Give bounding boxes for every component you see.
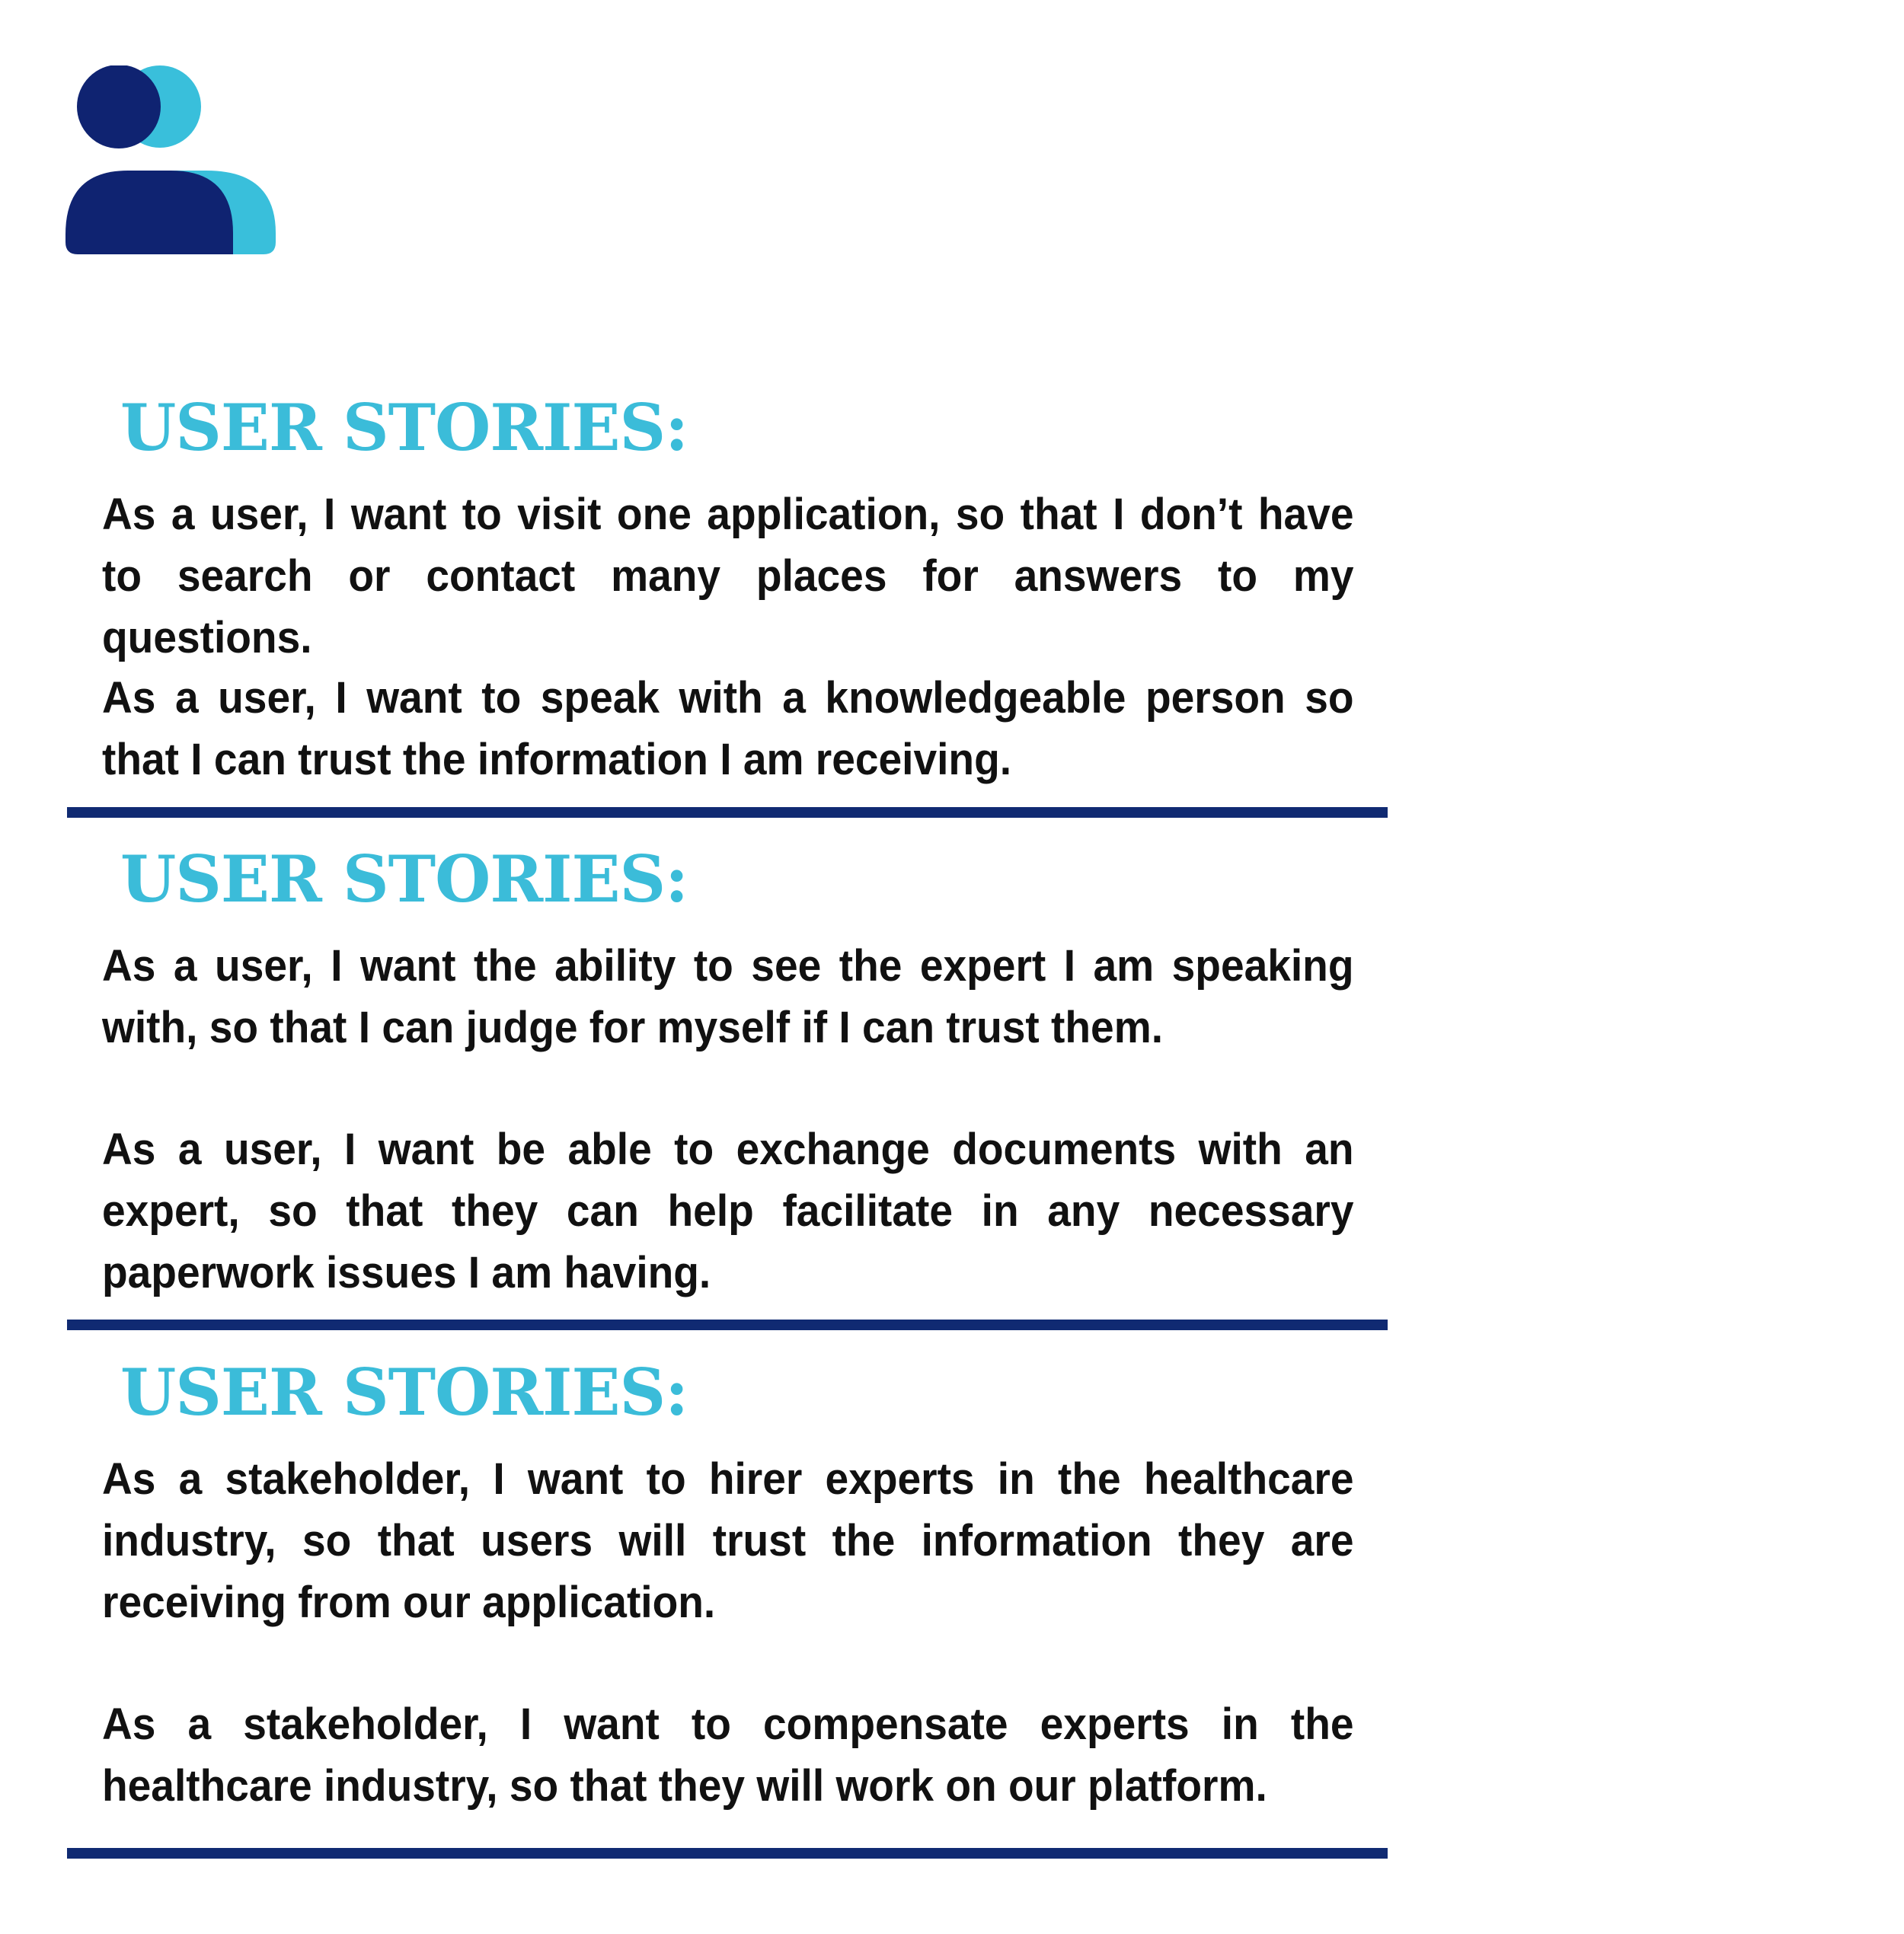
user-story: As a user, I want be able to exchange documents with an expert, so that they can help facilitate in any necessary paperwork issues I am having. (102, 1125, 1354, 1297)
user-story: As a user, I want to visit one application, so that I don’t have to search or contact many places for answers to my questions. (102, 490, 1354, 662)
section-heading: USER STORIES: (120, 390, 688, 465)
section-divider (67, 1848, 1388, 1859)
users-icon (65, 65, 279, 256)
user-story: As a user, I want the ability to see the expert I am speaking with, so that I can judge for myself if I can trust them. (102, 941, 1354, 1052)
user-story: As a stakeholder, I want to compensate experts in the healthcare industry, so that they will work on our platform. (102, 1699, 1354, 1811)
user-story: As a stakeholder, I want to hirer experts in the healthcare industry, so that users will trust the information they are receiving from our application. (102, 1454, 1354, 1627)
user-stories-section-1 (67, 390, 1394, 807)
user-stories-section-3 (67, 1355, 1394, 1848)
user-story: As a user, I want to speak with a knowledgeable person so that I can trust the information I am receiving. (102, 673, 1354, 784)
section-divider (67, 807, 1388, 818)
user-stories-section-2 (67, 841, 1394, 1320)
section-heading: USER STORIES: (120, 1355, 688, 1430)
section-divider (67, 1320, 1388, 1330)
section-heading: USER STORIES: (120, 841, 688, 917)
